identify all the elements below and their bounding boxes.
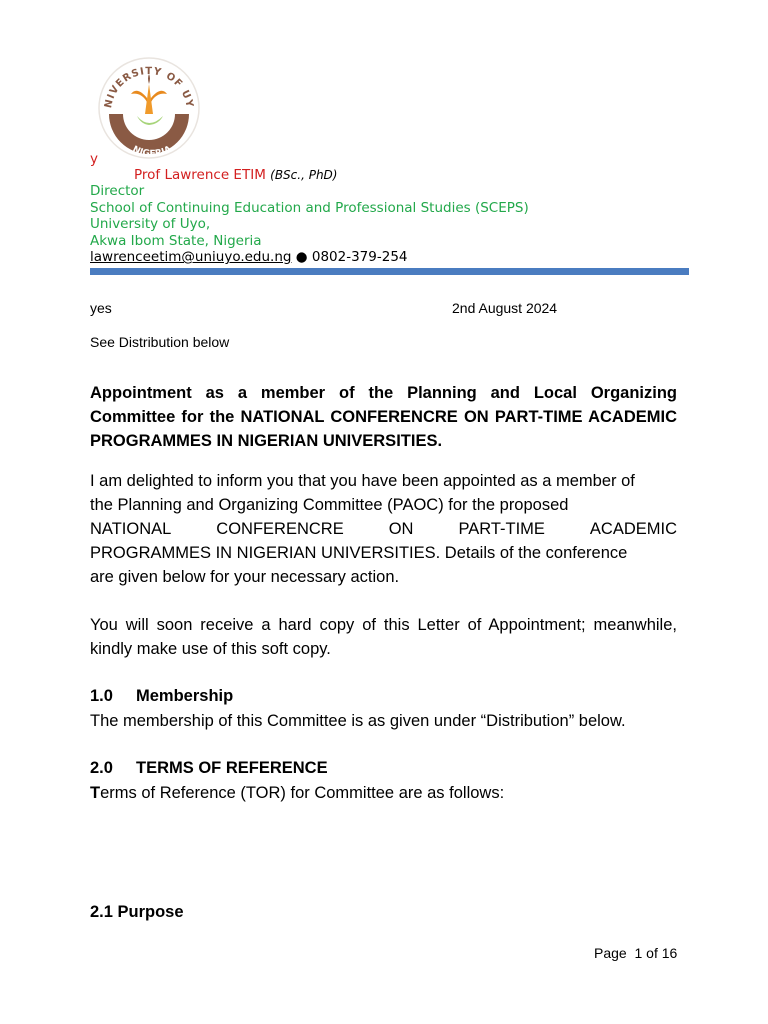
institution-name: University of Uyo, bbox=[90, 216, 211, 232]
university-logo bbox=[97, 54, 201, 164]
university-seal-icon bbox=[97, 54, 201, 164]
membership-text: The membership of this Committee is as given under “Distribution” below. bbox=[90, 712, 626, 730]
reference-text: yes bbox=[90, 300, 112, 316]
para1-line-1: I am delighted to inform you that you have been appointed as a member of bbox=[90, 472, 635, 490]
body-paragraph-1 bbox=[90, 469, 677, 589]
para1-line-2: the Planning and Organizing Committee (PAOC) for the proposed bbox=[90, 496, 569, 514]
director-name-line bbox=[134, 167, 337, 184]
department-name: School of Continuing Education and Professional Studies (SCEPS) bbox=[90, 200, 529, 216]
section-heading-terms: 2.0 TERMS OF REFERENCE bbox=[90, 759, 328, 777]
header-divider bbox=[90, 268, 689, 275]
email-link[interactable]: lawrenceetim@uniuyo.edu.ng bbox=[90, 249, 292, 265]
para1-line-4: PROGRAMMES IN NIGERIAN UNIVERSITIES. Details of the conference bbox=[90, 544, 628, 562]
body-paragraph-2: You will soon receive a hard copy of this Letter of Appointment; meanwhile, kindly make use of this soft copy. bbox=[90, 616, 677, 658]
director-title: Director bbox=[90, 183, 145, 199]
terms-text: Terms of Reference (TOR) for Committee are as follows: bbox=[90, 784, 505, 802]
director-name: Prof Lawrence ETIM bbox=[134, 167, 266, 183]
svg-text:UNIVERSITY OF UYO: NIVERSITY OF UY bbox=[103, 65, 195, 110]
section-heading-purpose: 2.1 Purpose bbox=[90, 903, 184, 921]
contact-line bbox=[90, 249, 408, 266]
letter-date: 2nd August 2024 bbox=[452, 300, 558, 316]
phone-number: 0802-379-254 bbox=[311, 249, 408, 265]
stray-character: y bbox=[90, 151, 98, 167]
para1-line-3: NATIONAL CONFERENCRE ON PART-TIME ACADEMIC bbox=[90, 520, 677, 538]
director-qualifications: (BSc., PhD) bbox=[270, 168, 338, 182]
page-number: Page 1 of 16 bbox=[594, 945, 678, 961]
institution-location: Akwa Ibom State, Nigeria bbox=[90, 233, 262, 249]
letter-subject: Appointment as a member of the Planning and Local Organizing Committee for the NATIONAL CONFERENCRE ON PART-TIME ACADEMIC PROGRAMMES IN NIGERIAN UNIVERSITIES. bbox=[90, 384, 677, 450]
section-heading-membership: 1.0 Membership bbox=[90, 687, 234, 705]
bullet-separator: ● bbox=[295, 249, 308, 265]
para1-line-5: are given below for your necessary action. bbox=[90, 568, 400, 586]
svg-text:NIGERIA: NIGERIA bbox=[130, 144, 174, 160]
recipient-text: See Distribution below bbox=[90, 334, 230, 350]
